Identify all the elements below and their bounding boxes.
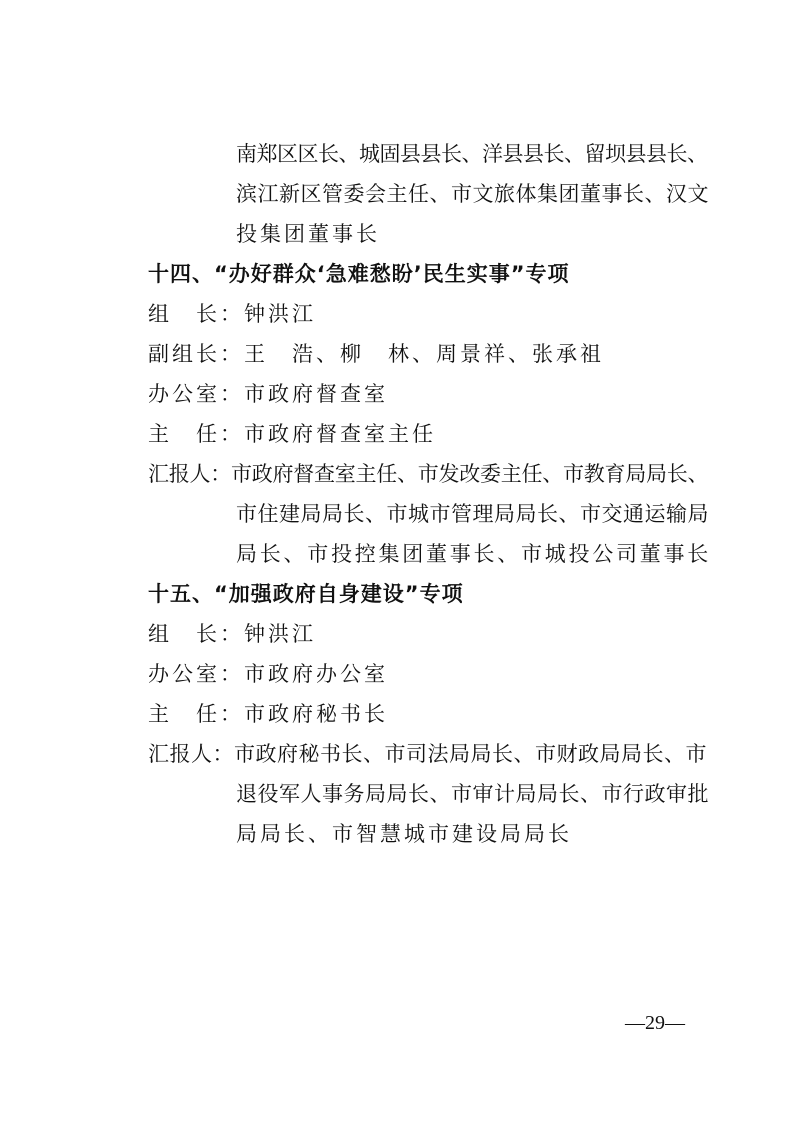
section-14-heading: 十四、“办好群众‘急难愁盼’民生实事”专项	[148, 262, 570, 286]
director-label: 主 任：	[148, 422, 244, 446]
director-value: 市政府秘书长	[244, 702, 388, 726]
section-15-heading: 十五、“加强政府自身建设”专项	[148, 582, 464, 606]
intro-line-2: 滨江新区管委会主任、市文旅体集团董事长、汉文	[236, 182, 709, 206]
deputy-label: 副组长：	[148, 342, 244, 366]
section-14-director-row	[148, 420, 436, 448]
section-15-director-row	[148, 700, 388, 728]
section-15-reporter-row	[148, 740, 707, 768]
section-15-office-row	[148, 660, 388, 688]
section-15-leader-row	[148, 620, 316, 648]
deputy-value: 王 浩、柳 林、周景祥、张承祖	[244, 342, 604, 366]
office-value: 市政府督查室	[244, 382, 388, 406]
reporter-value-1: 市政府督查室主任、市发改委主任、市教育局局长、	[231, 462, 709, 486]
leader-label: 组 长：	[148, 622, 244, 646]
intro-line-1: 南郑区区长、城固县县长、洋县县长、留坝县县长、	[236, 142, 708, 166]
director-label: 主 任：	[148, 702, 244, 726]
section-14-reporter-line-3: 局长、市投控集团董事长、市城投公司董事长	[236, 542, 711, 566]
section-15-reporter-line-3: 局局长、市智慧城市建设局局长	[236, 822, 572, 846]
leader-label: 组 长：	[148, 302, 244, 326]
reporter-value-1: 市政府秘书长、市司法局局长、市财政局局长、市	[234, 742, 707, 766]
section-14-reporter-row	[148, 460, 708, 488]
leader-value: 钟洪江	[244, 302, 316, 326]
director-value: 市政府督查室主任	[244, 422, 436, 446]
section-14-deputy-row	[148, 340, 604, 368]
section-15-reporter-line-2: 退役军人事务局局长、市审计局局长、市行政审批	[236, 782, 709, 806]
reporter-label: 汇报人：	[148, 742, 234, 766]
intro-line-3: 投集团董事长	[236, 222, 380, 246]
page-number: —29—	[625, 1012, 685, 1034]
section-14-leader-row	[148, 300, 316, 328]
office-label: 办公室：	[148, 382, 244, 406]
reporter-label: 汇报人：	[148, 462, 231, 486]
office-label: 办公室：	[148, 662, 244, 686]
section-14-office-row	[148, 380, 388, 408]
leader-value: 钟洪江	[244, 622, 316, 646]
section-14-reporter-line-2: 市住建局局长、市城市管理局局长、市交通运输局	[236, 502, 709, 526]
office-value: 市政府办公室	[244, 662, 388, 686]
